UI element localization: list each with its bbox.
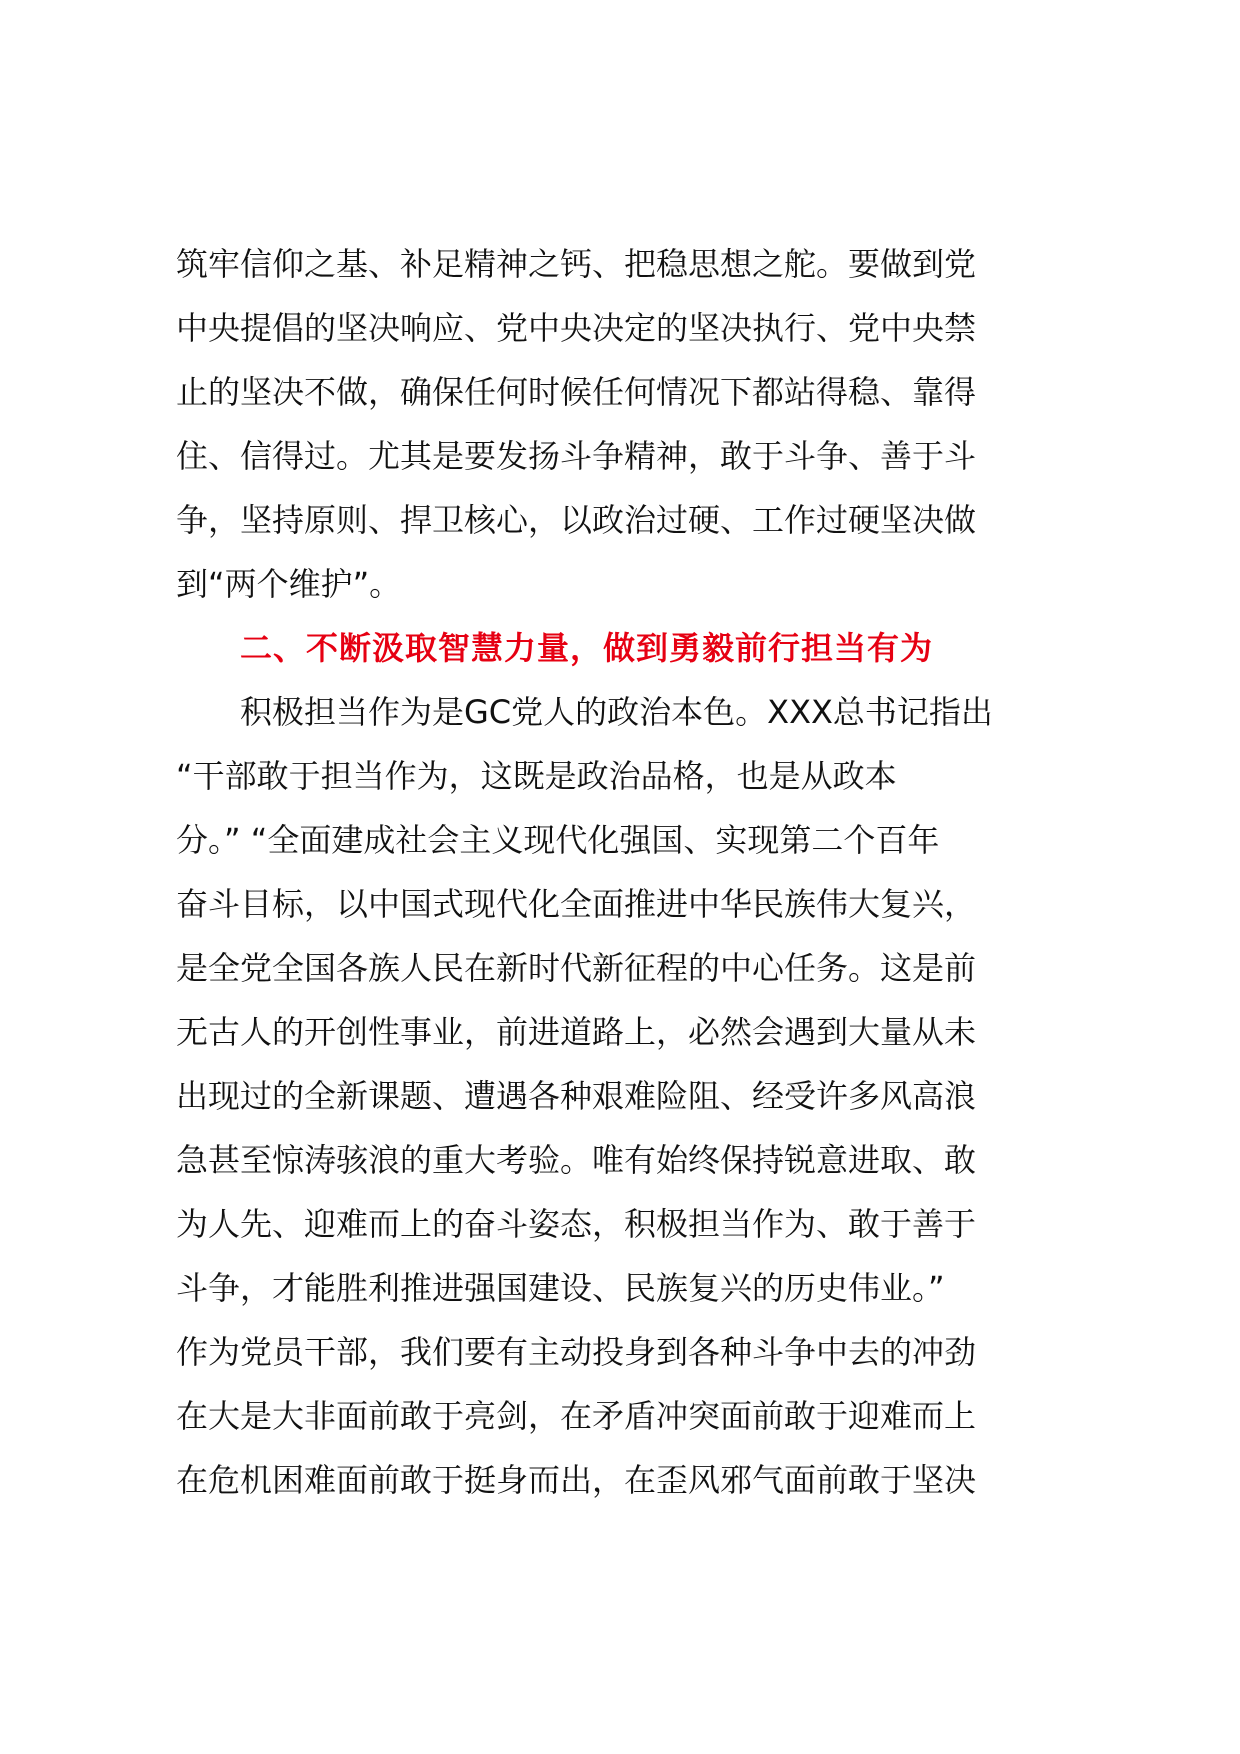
paragraph-line: 住、信得过。尤其是要发扬斗争精神，敢于斗争、善于斗 — [176, 437, 977, 475]
paragraph-line: 斗争，才能胜利推进强国建设、民族复兴的历史伟业。” — [176, 1269, 945, 1307]
paragraph-line: 出现过的全新课题、遭遇各种艰难险阻、经受许多风高浪 — [176, 1077, 977, 1115]
section-heading: 二、不断汲取智慧力量，做到勇毅前行担当有为 — [240, 629, 934, 667]
paragraph-line: 为人先、迎难而上的奋斗姿态，积极担当作为、敢于善于 — [176, 1205, 977, 1243]
paragraph-line: 作为党员干部，我们要有主动投身到各种斗争中去的冲劲 — [176, 1333, 977, 1371]
paragraph-line: 止的坚决不做，确保任何时候任何情况下都站得稳、靠得 — [176, 373, 977, 411]
paragraph-line: 在大是大非面前敢于亮剑，在矛盾冲突面前敢于迎难而上 — [176, 1397, 977, 1435]
paragraph-line: 争，坚持原则、捍卫核心，以政治过硬、工作过硬坚决做 — [176, 501, 977, 539]
paragraph-line: 在危机困难面前敢于挺身而出，在歪风邪气面前敢于坚决 — [176, 1461, 977, 1499]
paragraph-line: 无古人的开创性事业，前进道路上，必然会遇到大量从未 — [176, 1013, 977, 1051]
paragraph-line: 奋斗目标，以中国式现代化全面推进中华民族伟大复兴， — [176, 885, 977, 923]
paragraph-line: 急甚至惊涛骇浪的重大考验。唯有始终保持锐意进取、敢 — [176, 1141, 977, 1179]
paragraph-line: “干部敢于担当作为，这既是政治品格，也是从政本 — [176, 757, 897, 795]
paragraph-line: 筑牢信仰之基、补足精神之钙、把稳思想之舵。要做到党 — [176, 245, 977, 283]
paragraph-line: 到“两个维护”。 — [176, 565, 402, 603]
paragraph-line: 中央提倡的坚决响应、党中央决定的坚决执行、党中央禁 — [176, 309, 977, 347]
paragraph-line: 分。” “全面建成社会主义现代化强国、实现第二个百年 — [176, 821, 940, 859]
paragraph-line: 是全党全国各族人民在新时代新征程的中心任务。这是前 — [176, 949, 977, 987]
document-body — [176, 232, 1086, 1512]
paragraph-line: 积极担当作为是GC党人的政治本色。XXX总书记指出 — [240, 693, 993, 731]
